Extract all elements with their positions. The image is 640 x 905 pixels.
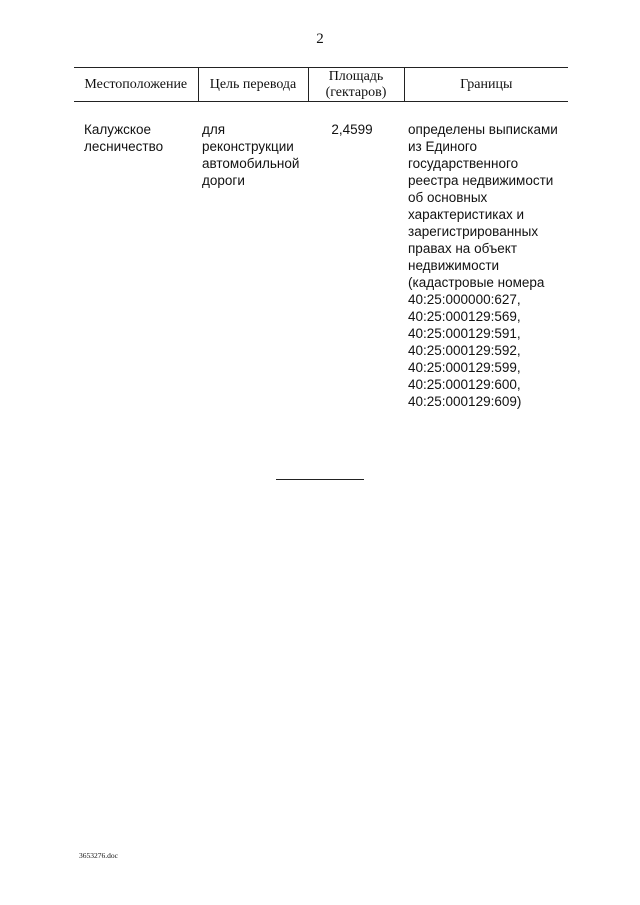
cell-boundaries-line: из Единого: [408, 139, 478, 154]
cell-boundaries-line: об основных: [408, 190, 488, 205]
table-header-row: [74, 68, 568, 102]
cell-location-line: лесничество: [84, 139, 164, 154]
header-area-line-1: Площадь: [328, 68, 384, 84]
cell-boundaries-line: реестра недвижимости: [408, 173, 554, 188]
cadastral-number: 40:25:000129:569,: [408, 309, 521, 324]
cell-boundaries-line: определены выписками: [408, 122, 558, 137]
cell-boundaries-line: характеристиках и: [408, 207, 524, 222]
cell-purpose: [198, 102, 308, 411]
cell-purpose-line: дороги: [202, 173, 245, 188]
cell-boundaries-line: государственного: [408, 156, 519, 171]
footer-file-name: 3653276.doc: [79, 851, 118, 860]
cell-boundaries-line: (кадастровые номера: [408, 275, 545, 290]
cell-purpose-line: реконструкции: [202, 139, 294, 154]
cadastral-number: 40:25:000129:600,: [408, 377, 521, 392]
land-transfer-table: [74, 67, 568, 410]
cadastral-number: 40:25:000129:591,: [408, 326, 521, 341]
cell-location: [74, 102, 198, 411]
cell-boundaries-line: недвижимости: [408, 258, 500, 273]
cell-boundaries-line: правах на объект: [408, 241, 518, 256]
page-number: 2: [316, 31, 324, 47]
header-location: Местоположение: [74, 68, 198, 102]
cadastral-number: 40:25:000129:592,: [408, 343, 521, 358]
header-purpose: Цель перевода: [198, 68, 308, 102]
cell-purpose-line: автомобильной: [202, 156, 300, 171]
cell-boundaries-line: зарегистрированных: [408, 224, 539, 239]
header-area: [308, 68, 404, 102]
cadastral-number: 40:25:000129:599,: [408, 360, 521, 375]
table-row: [74, 102, 568, 411]
cell-purpose-line: для: [202, 122, 226, 137]
header-area-line-2: (гектаров): [325, 84, 387, 100]
header-boundaries: Границы: [404, 68, 568, 102]
cell-boundaries: [404, 102, 568, 411]
cadastral-number: 40:25:000000:627,: [408, 292, 521, 307]
cadastral-number: 40:25:000129:609): [408, 394, 522, 409]
cell-location-line: Калужское: [84, 122, 152, 137]
cell-area: 2,4599: [331, 122, 373, 137]
end-rule-divider: [276, 479, 364, 480]
